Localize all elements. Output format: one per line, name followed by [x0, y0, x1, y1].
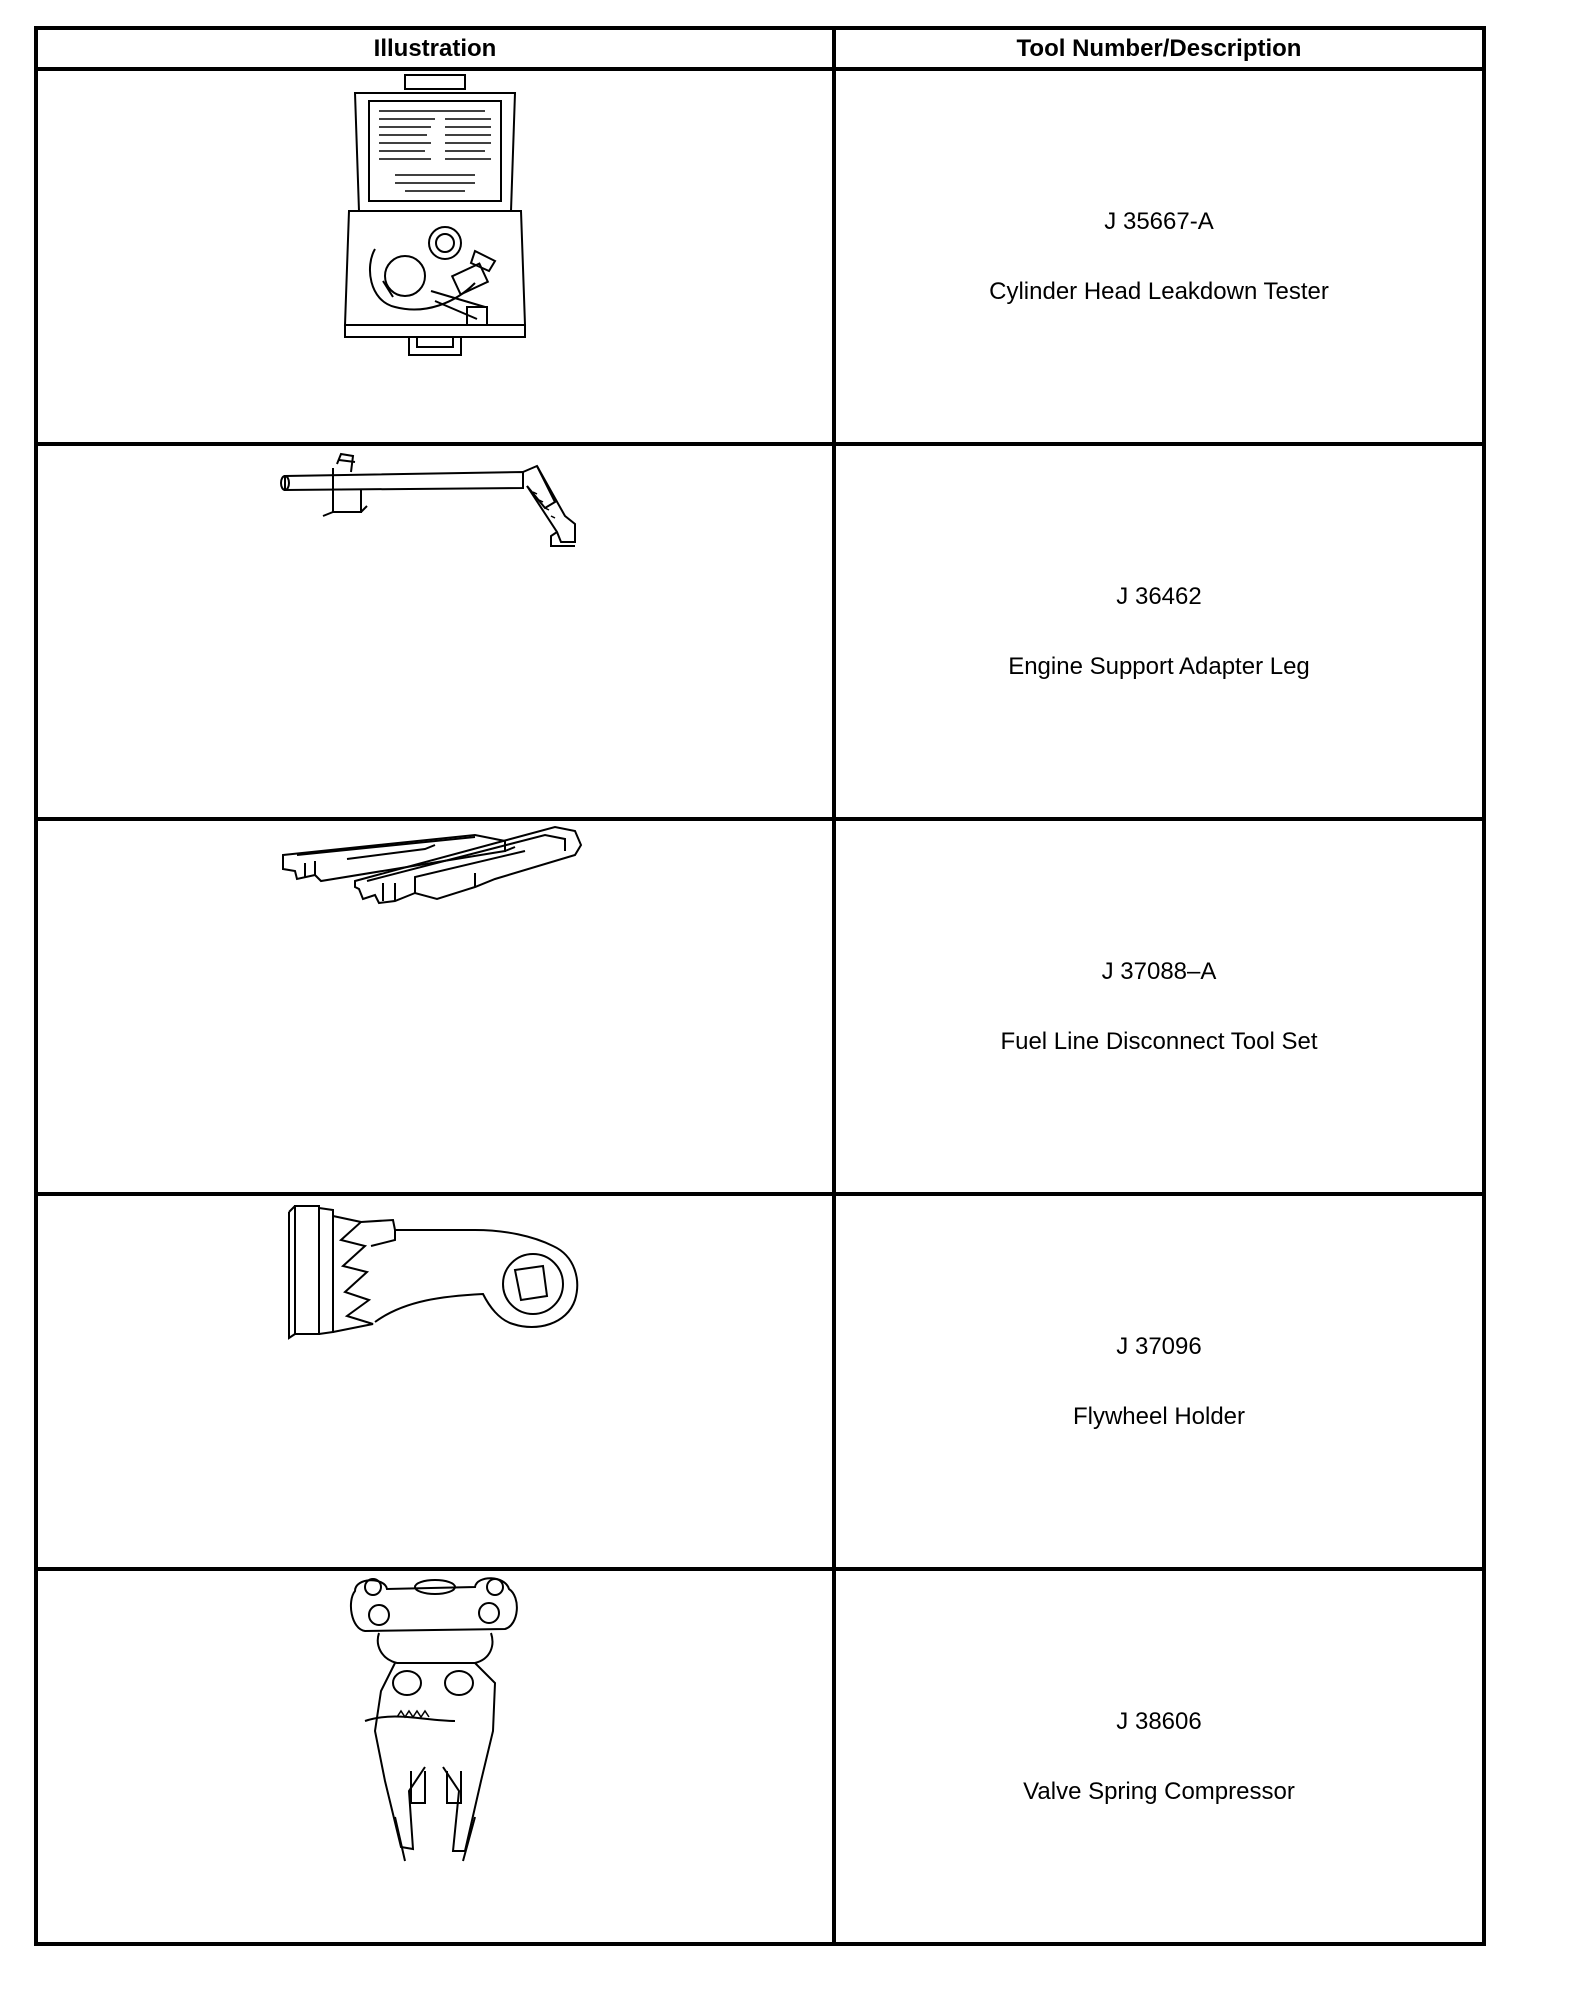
fuel-line-disconnect-tool-icon: [275, 821, 595, 931]
tool-table: [34, 26, 1486, 1946]
header-tool-number-description: Tool Number/Description: [834, 28, 1484, 69]
adapter-leg-icon: [275, 446, 595, 556]
table-row: [36, 1194, 1484, 1569]
table-row: [36, 69, 1484, 444]
valve-spring-compressor-icon: [335, 1571, 535, 1871]
tool-number: J 37096: [1116, 1332, 1202, 1360]
illustration-cell: [36, 444, 834, 819]
description-cell: [834, 69, 1484, 444]
tool-description: Flywheel Holder: [1072, 1402, 1246, 1430]
illustration-cell: [36, 1569, 834, 1944]
tool-description: Engine Support Adapter Leg: [1008, 652, 1310, 680]
illustration-cell: [36, 69, 834, 444]
illustration-cell: [36, 1194, 834, 1569]
description-cell: [834, 1569, 1484, 1944]
table-header-row: [36, 28, 1484, 69]
table-row: [36, 444, 1484, 819]
tool-number: J 35667-A: [1104, 207, 1214, 235]
tool-description: Cylinder Head Leakdown Tester: [989, 277, 1329, 305]
table-row: [36, 1569, 1484, 1944]
leakdown-tester-case-icon: [335, 71, 535, 361]
description-cell: [834, 819, 1484, 1194]
tool-description: Fuel Line Disconnect Tool Set: [1000, 1027, 1318, 1055]
header-illustration: Illustration: [36, 28, 834, 69]
description-cell: [834, 1194, 1484, 1569]
tool-number: J 37088–A: [1101, 957, 1217, 985]
description-cell: [834, 444, 1484, 819]
table-row: [36, 819, 1484, 1194]
tool-number: J 36462: [1116, 582, 1202, 610]
flywheel-holder-icon: [275, 1196, 595, 1346]
tool-description: Valve Spring Compressor: [1023, 1777, 1295, 1805]
tool-number: J 38606: [1116, 1707, 1202, 1735]
illustration-cell: [36, 819, 834, 1194]
